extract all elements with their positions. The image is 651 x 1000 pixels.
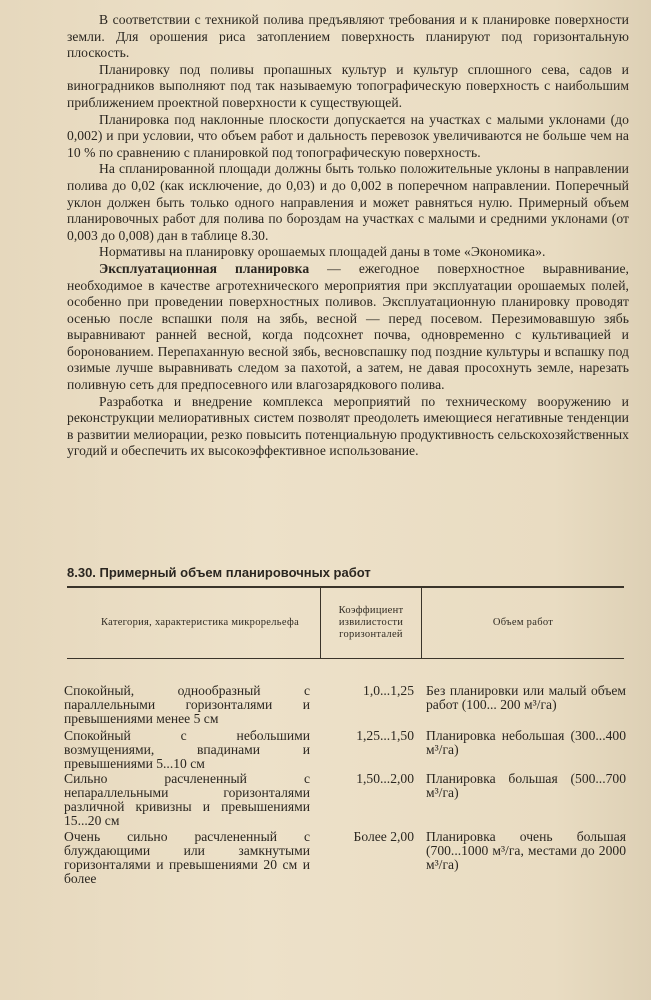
paragraph-slopes: На спланированной площади должны быть только положительные уклоны в направлении полива до 0,02 (как исключение, до 0,03) и до 0,002 в поперечном направлении. Поперечный уклон должен быть только одного направления и может равняться нулю. Примерный объем планировочных работ для полива по бороздам на участках с малыми и средними уклонами (от 0,003 до 0,008) дан в таблице 8.30. [67,161,629,243]
table-header-volume-label: Объем работ [492,617,554,628]
table-column-divider [421,588,422,658]
paragraph-norms: Нормативы на планировку орошаемых площадей даны в томе «Экономика». [99,244,546,260]
table-cell-volume: Планировка небольшая (300...400 м³/га) [426,728,626,757]
table-title: 8.30. Примерный объем планировочных работ [67,565,371,580]
paragraph-rice-planning: В соответствии с техникой полива предъявляют требования и к планировке поверхности земли. Для орошения риса затоплением поверхность планируют под горизонтальную плоскость. [67,12,629,61]
table-cell-volume: Планировка очень большая (700...1000 м³/га, местами до 2000 м³/га) [426,829,626,872]
table-cell-category: Спокойный с небольшими возмущениями, впадинами и превышениями 5...10 см [64,728,310,771]
table-cell-category: Сильно расчлененный с непараллельными горизонталями различной кривизны и превышениями 15...20 см [64,771,310,828]
table-header-category-label: Категория, характеристика микрорельефа [100,617,300,628]
paragraph-topographic-surface: Планировку под поливы пропашных культур и культур сплошного сева, садов и виноградников выполняют под так называемую топографическую поверхность с наибольшим приближением проектной поверхности к существующей. [67,61,629,110]
table-header-volume [423,588,623,658]
table-header-coefficient-label: Коэффициент извилистости горизонталей [338,605,404,640]
table-cell-category: Очень сильно расчлененный с блуждающими или замкнутыми горизонталями и превышениями 20 см и более [64,829,310,886]
body-text [67,12,629,460]
table-cell-volume: Планировка большая (500...700 м³/га) [426,771,626,800]
operational-planning-text: — ежегодное поверхностное выравнивание, необходимое в качестве агротехнического мероприятия при эксплуатации орошаемых полей, особенно при проведении поверхностных поливов. Эксплуатационную планировку проводят осенью после вспашки поля на зябь, весной — перед посевом. Перезимовавшую зябь выравнивают ранней весной, когда подсохнет почва, одновременно с культивацией и боронованием. Перепаханную весной зябь, весновспашку под поздние культуры и вспашку под озимые лучше выравнивать следом за пахотой, а затем, не давая просохнуть земле, нарезать поливную сеть для предпосевного или влагозарядкового полива. [67,260,629,393]
table-cell-coefficient: 1,50...2,00 [356,771,414,786]
paragraph-inclined-planes: Планировка под наклонные плоскости допускается на участках с малыми уклонами (до 0,002) и при условии, что объем работ и дальность перевозок увеличиваются не больше чем на 10 % по сравнению с планировкой под топографическую поверхность. [67,111,629,160]
table-header-coefficient [322,588,420,658]
paragraph-conclusion: Разработка и внедрение комплекса мероприятий по техническому вооружению и реконструкции мелиоративных систем позволят преодолеть имеющиеся негативные тенденции в развитии мелиорации, резко повысить потенциальную продуктивность сельскохозяйственных угодий и обеспечить их высокоэффективное использование. [67,393,629,459]
table-cell-volume: Без планировки или малый объем работ (100... 200 м³/га) [426,683,626,712]
table-column-divider [320,588,321,658]
paragraph-operational-planning [67,261,629,394]
table-header-category [100,588,300,658]
table-cell-coefficient: 1,25...1,50 [356,728,414,743]
table-cell-coefficient: Более 2,00 [353,829,414,844]
table-cell-category: Спокойный, однообразный с параллельными горизонталями и превышениями менее 5 см [64,683,310,726]
table-cell-coefficient: 1,0...1,25 [363,683,414,698]
table-header-rule [67,658,624,659]
term-operational-planning: Эксплуатационная планировка [99,260,310,276]
